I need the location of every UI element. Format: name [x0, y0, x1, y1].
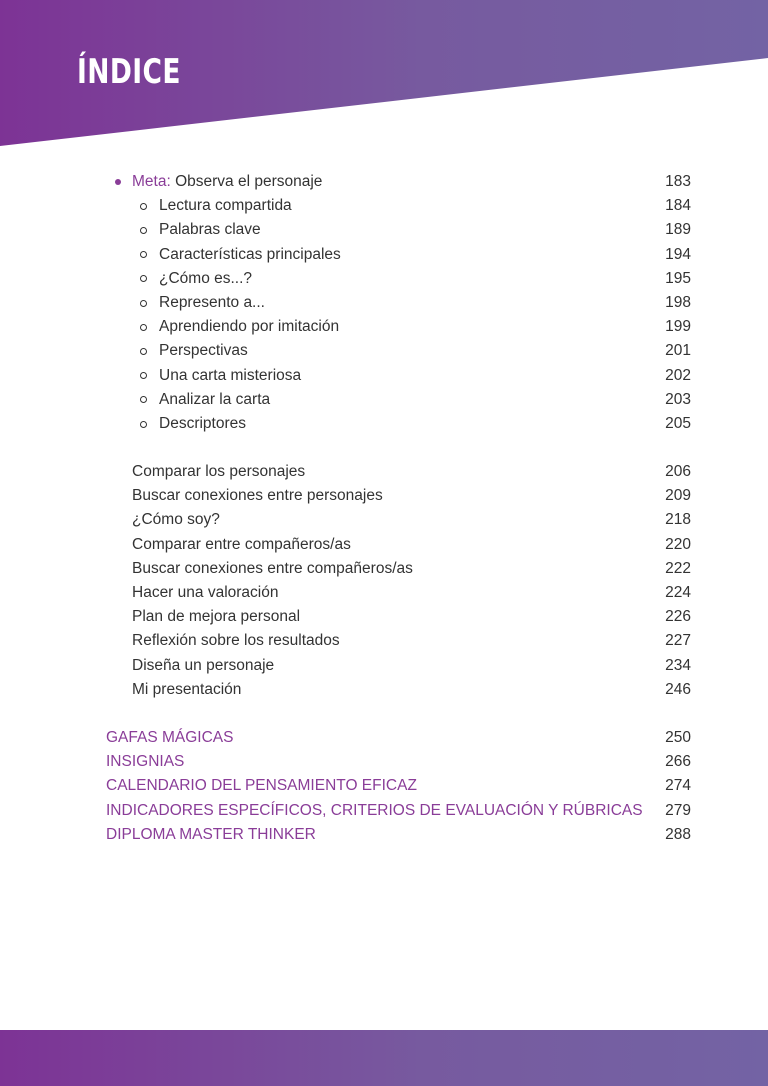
- toc-entry-label: Buscar conexiones entre personajes: [132, 487, 383, 505]
- toc-entry-label: Una carta misteriosa: [159, 366, 302, 384]
- toc-page-number: 184: [665, 197, 691, 215]
- bullet-hollow-icon: [140, 300, 147, 307]
- bullet-hollow-icon: [140, 396, 147, 403]
- toc-page-number: 203: [665, 390, 691, 408]
- toc-entry[interactable]: [0, 655, 768, 677]
- bullet-hollow-icon: [140, 372, 147, 379]
- toc-entry[interactable]: [0, 534, 768, 556]
- toc-entry[interactable]: [0, 582, 768, 604]
- bullet-hollow-icon: [140, 421, 147, 428]
- toc-entry[interactable]: [0, 606, 768, 628]
- toc-page-number: 201: [665, 342, 691, 360]
- bullet-hollow-icon: [140, 227, 147, 234]
- bullet-hollow-icon: [140, 203, 147, 210]
- toc-page-number: 189: [665, 221, 691, 239]
- toc-entry-label: Comparar los personajes: [132, 463, 306, 480]
- toc-entry-label: GAFAS MÁGICAS: [106, 729, 234, 746]
- toc-entry-label: Aprendiendo por imitación: [159, 318, 340, 336]
- toc-entry-label: Analizar la carta: [159, 390, 271, 408]
- toc-entry-label: Lectura compartida: [159, 197, 292, 215]
- toc-page-number: 288: [665, 825, 691, 843]
- toc-page-number: 202: [665, 366, 691, 384]
- toc-entry[interactable]: [0, 679, 768, 701]
- toc-page-number: 205: [665, 415, 691, 432]
- toc-entry[interactable]: [0, 630, 768, 652]
- toc-section[interactable]: [0, 800, 768, 822]
- toc-entry-label: ¿Cómo soy?: [132, 511, 220, 529]
- toc-entry-label: Perspectivas: [159, 342, 248, 360]
- toc-entry[interactable]: [0, 558, 768, 580]
- toc-section[interactable]: [0, 824, 768, 846]
- toc-page-number: 220: [665, 535, 691, 553]
- page-title: ÍNDICE: [77, 52, 181, 92]
- toc-entry[interactable]: [0, 485, 768, 507]
- toc-entry[interactable]: [0, 509, 768, 531]
- toc-entry-label: Diseña un personaje: [132, 656, 275, 674]
- toc-entry-label: Represento a...: [159, 294, 265, 311]
- toc-entry-label: Plan de mejora personal: [132, 608, 301, 626]
- toc-page-number: 279: [665, 801, 691, 819]
- toc-section[interactable]: [0, 775, 768, 797]
- bullet-hollow-icon: [140, 251, 147, 258]
- toc-subentry[interactable]: [0, 413, 768, 435]
- toc-page-number: 198: [665, 294, 691, 311]
- toc-entry-label: INDICADORES ESPECÍFICOS, CRITERIOS DE EVALUACIÓN Y RÚBRICAS: [106, 801, 643, 819]
- toc-page-number: 250: [665, 729, 691, 746]
- toc-section[interactable]: [0, 727, 768, 749]
- toc-section[interactable]: [0, 751, 768, 773]
- toc-page-number: 226: [665, 608, 691, 626]
- toc-entry[interactable]: [0, 461, 768, 483]
- toc-page-number: 234: [665, 656, 691, 674]
- toc-page-number: 195: [665, 269, 691, 287]
- toc-subentry[interactable]: [0, 340, 768, 362]
- toc-page-number: 274: [665, 777, 691, 795]
- toc-page-number: 224: [665, 584, 691, 601]
- toc-page-number: 227: [665, 632, 691, 650]
- toc-entry-label: Mi presentación: [132, 680, 242, 698]
- toc-entry-label: Palabras clave: [159, 221, 261, 239]
- toc-page-number: 266: [665, 753, 691, 771]
- toc-page-number: 218: [665, 511, 691, 529]
- toc-entry-label: [132, 171, 322, 193]
- bullet-hollow-icon: [140, 348, 147, 355]
- toc-page-number: 206: [665, 463, 691, 480]
- toc-subentry[interactable]: [0, 316, 768, 338]
- toc-entry-label: Características principales: [159, 245, 341, 263]
- footer-band: [0, 1030, 768, 1086]
- toc-entry-label: Hacer una valoración: [132, 584, 279, 601]
- toc-entry-label: Reflexión sobre los resultados: [132, 632, 340, 650]
- toc-subentry[interactable]: [0, 219, 768, 241]
- toc-subentry[interactable]: [0, 389, 768, 411]
- meta-prefix: Meta:: [132, 173, 171, 190]
- toc-subentry[interactable]: [0, 292, 768, 314]
- toc-entry-meta[interactable]: [0, 171, 768, 193]
- toc-entry-label: Descriptores: [159, 415, 246, 432]
- toc-page-number: 199: [665, 318, 691, 336]
- bullet-filled-icon: [115, 179, 121, 185]
- toc-entry-label: Buscar conexiones entre compañeros/as: [132, 559, 413, 577]
- bullet-hollow-icon: [140, 324, 147, 331]
- toc-page-number: 183: [665, 173, 691, 190]
- toc-entry-label: ¿Cómo es...?: [159, 269, 253, 287]
- toc-entry-label: INSIGNIAS: [106, 753, 185, 771]
- toc-page-number: 209: [665, 487, 691, 505]
- toc-entry-label: DIPLOMA MASTER THINKER: [106, 825, 316, 843]
- bullet-hollow-icon: [140, 275, 147, 282]
- toc-entry-label: Comparar entre compañeros/as: [132, 535, 351, 553]
- toc-subentry[interactable]: [0, 195, 768, 217]
- toc-page-number: 222: [665, 559, 691, 577]
- toc-subentry[interactable]: [0, 365, 768, 387]
- meta-label: Observa el personaje: [175, 173, 323, 190]
- toc-page-number: 194: [665, 245, 691, 263]
- toc-subentry[interactable]: [0, 244, 768, 266]
- toc-subentry[interactable]: [0, 268, 768, 290]
- toc-page-number: 246: [665, 680, 691, 698]
- toc-entry-label: CALENDARIO DEL PENSAMIENTO EFICAZ: [106, 777, 417, 795]
